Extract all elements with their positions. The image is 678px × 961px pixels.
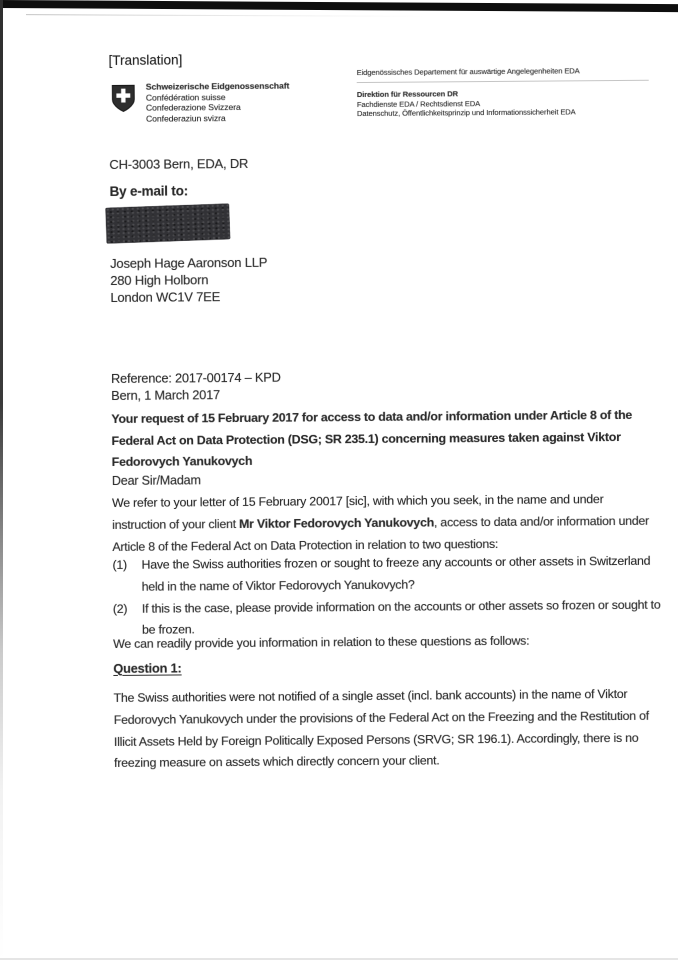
department-services: Fachdienste EDA / Rechtsdienst EDA [356, 98, 481, 109]
recipient-city: London WC1V 7EE [110, 289, 221, 306]
list-item-text: Have the Swiss authorities frozen or sought to freeze any accounts or other assets in Switzerland held in the name of Viktor Fedorovych Yanukovych? [141, 553, 651, 594]
sender-address-line: CH-3003 Bern, EDA, DR [109, 155, 249, 172]
question1-answer-paragraph: The Swiss authorities were not notified of a single asset (incl. bank accounts) in the name of Viktor Fedorovych Yanukovych under the provisions of the Federal Act on the Freezing and the Restitution of Illicit Assets Held by Foreign Politically Exposed Persons (SRVG; SR 196.1). Accordingly, there is no freezing measure on assets which directly concern your client. [113, 686, 649, 771]
recipient-address [110, 254, 268, 307]
client-name: Mr Viktor Fedorovych Yanukovych [238, 515, 435, 531]
question1-heading: Question 1: [113, 660, 182, 676]
confederation-name-lines [146, 81, 290, 125]
department-rule [357, 80, 649, 83]
department-unit: Datenschutz, Öffentlichkeitsprinzip und Informationssicherheit EDA [356, 107, 576, 119]
confederation-name-it: Confederazione Svizzera [145, 102, 241, 113]
department-division: Direktion für Ressourcen DR [356, 89, 458, 99]
intro-text-pre: We refer to your letter of 15 February 20017 [sic], with which you seek, in the name and under instruction of your client [111, 492, 604, 532]
swiss-coat-of-arms-icon [111, 84, 136, 118]
list-item [112, 551, 660, 599]
recipient-street: 280 High Holborn [110, 272, 209, 289]
recipient-name: Joseph Hage Aaronson LLP [110, 254, 268, 271]
salutation: Dear Sir/Madam [111, 473, 201, 488]
delivery-method-label: By e-mail to: [109, 183, 189, 199]
department-header [357, 66, 649, 119]
confederation-name-de: Schweizerische Eidgenossenschaft [145, 80, 290, 92]
subject-line: Your request of 15 February 2017 for access to data and/or information under Article 8 of the Federal Act on Data Protection (DSG; SR 235.1) concerning measures taken against Viktor Fedorovych Yanukovych [111, 407, 633, 469]
reference-block [111, 369, 281, 404]
intro-text-post: , access to data and/or information under Article 8 of the Federal Act on Data Protection in relation to two questions: [112, 513, 650, 554]
confederation-name-rm: Confederaziun svizra [145, 112, 226, 124]
translation-tag: [Translation] [108, 52, 183, 68]
transition-paragraph: We can readily provide you information in relation to these questions as follows: [113, 633, 530, 651]
redaction-bar [105, 203, 230, 243]
intro-paragraph [112, 489, 657, 559]
question-list [112, 551, 661, 642]
confederation-name-fr: Confédération suisse [145, 91, 226, 103]
reference-line: Reference: 2017-00174 – KPD [110, 369, 281, 386]
list-item-number: (1) [112, 557, 127, 572]
list-item-text: If this is the case, please provide information on the accounts or other assets so frozen or sought to be frozen. [141, 597, 661, 638]
swiss-confederation-letterhead [111, 81, 290, 125]
list-item-number: (2) [112, 601, 128, 616]
department-name: Eidgenössisches Departement für auswärtige Angelegenheiten EDA [356, 66, 580, 78]
place-date-line: Bern, 1 March 2017 [111, 387, 221, 403]
